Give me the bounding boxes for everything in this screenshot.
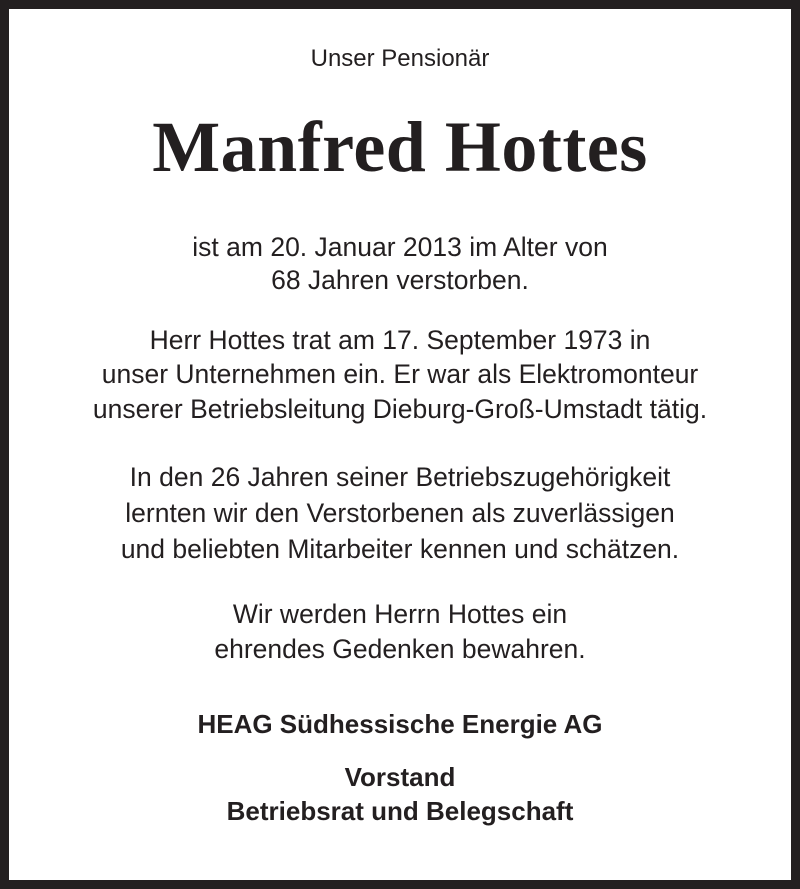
career-line: Herr Hottes trat am 17. September 1973 in <box>149 325 651 355</box>
career-line: unserer Betriebsleitung Dieburg-Groß-Umstadt tätig. <box>92 394 708 424</box>
signatory: Betriebsrat und Belegschaft <box>226 796 574 826</box>
company-name: HEAG Südhessische Energie AG <box>197 709 603 739</box>
death-line: ist am 20. Januar 2013 im Alter von <box>192 232 608 262</box>
tribute-line: und beliebten Mitarbeiter kennen und schätzen. <box>120 534 680 564</box>
career-line: unser Unternehmen ein. Er war als Elektromonteur <box>101 359 699 389</box>
signatory: Vorstand <box>344 762 456 792</box>
intro-text: Unser Pensionär <box>310 45 490 72</box>
tribute-line: In den 26 Jahren seiner Betriebszugehörigkeit <box>129 462 671 492</box>
remembrance-line: ehrendes Gedenken bewahren. <box>214 634 586 664</box>
deceased-name: Manfred Hottes <box>152 107 648 187</box>
death-line: 68 Jahren verstorben. <box>271 265 529 295</box>
remembrance-line: Wir werden Herrn Hottes ein <box>232 599 568 629</box>
tribute-line: lernten wir den Verstorbenen als zuverlässigen <box>125 498 675 528</box>
